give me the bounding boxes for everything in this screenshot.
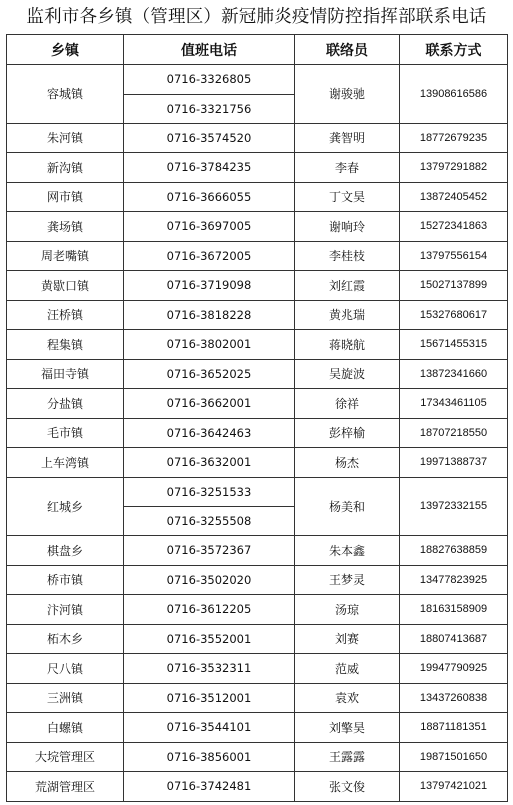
duty-phone-cell: 0716-3642463 [124,418,295,448]
mobile-cell: 13797421021 [400,772,508,802]
table-row [7,418,508,448]
mobile-cell: 18163158909 [400,595,508,625]
duty-phone-cell: 0716-3697005 [124,212,295,242]
duty-phone-cell: 0716-3532311 [124,654,295,684]
table-row [7,153,508,183]
table-row [7,683,508,713]
town-cell: 容城镇 [7,65,124,124]
table-row [7,595,508,625]
duty-phone-cell: 0716-3742481 [124,772,295,802]
contact-name-cell: 张文俊 [295,772,400,802]
mobile-cell: 19971388737 [400,448,508,478]
mobile-cell: 19947790925 [400,654,508,684]
contact-name-cell: 李桂枝 [295,241,400,271]
duty-phone-cell: 0716-3719098 [124,271,295,301]
duty-phone-cell: 0716-3856001 [124,742,295,772]
town-cell: 黄歇口镇 [7,271,124,301]
contact-name-cell: 黄兆瑞 [295,300,400,330]
contact-name-cell: 杨美和 [295,477,400,536]
duty-phone-cell: 0716-3552001 [124,624,295,654]
table-row [7,477,508,507]
mobile-cell: 15671455315 [400,330,508,360]
town-cell: 柘木乡 [7,624,124,654]
table-row [7,742,508,772]
town-cell: 周老嘴镇 [7,241,124,271]
table-row [7,182,508,212]
table-row [7,654,508,684]
table-row [7,123,508,153]
mobile-cell: 18707218550 [400,418,508,448]
town-cell: 程集镇 [7,330,124,360]
town-cell: 白螺镇 [7,713,124,743]
contact-name-cell: 王露露 [295,742,400,772]
mobile-cell: 18827638859 [400,536,508,566]
mobile-cell: 15027137899 [400,271,508,301]
contact-name-cell: 王梦灵 [295,565,400,595]
contact-name-cell: 徐祥 [295,389,400,419]
table-row [7,389,508,419]
contact-name-cell: 袁欢 [295,683,400,713]
contact-name-cell: 丁文昊 [295,182,400,212]
table-row [7,271,508,301]
town-cell: 荒湖管理区 [7,772,124,802]
town-cell: 三洲镇 [7,683,124,713]
town-cell: 龚场镇 [7,212,124,242]
mobile-cell: 19871501650 [400,742,508,772]
town-cell: 毛市镇 [7,418,124,448]
table-row [7,212,508,242]
mobile-cell: 13477823925 [400,565,508,595]
table-row [7,713,508,743]
duty-phone-cell: 0716-3652025 [124,359,295,389]
header-duty-phone: 值班电话 [124,35,295,65]
mobile-cell: 18772679235 [400,123,508,153]
duty-phone-cell: 0716-3572367 [124,536,295,566]
duty-phone-cell: 0716-3544101 [124,713,295,743]
page-title: 监利市各乡镇（管理区）新冠肺炎疫情防控指挥部联系电话 [26,7,487,27]
table-row [7,359,508,389]
contact-name-cell: 彭梓榆 [295,418,400,448]
contact-name-cell: 刘红霞 [295,271,400,301]
mobile-cell: 15327680617 [400,300,508,330]
table-row [7,448,508,478]
header-town: 乡镇 [7,35,124,65]
mobile-cell: 13797556154 [400,241,508,271]
mobile-cell: 18871181351 [400,713,508,743]
header-row [7,35,508,65]
table-row [7,300,508,330]
table-row [7,772,508,802]
table-row [7,65,508,95]
contact-name-cell: 吴旋波 [295,359,400,389]
contact-name-cell: 刘擎昊 [295,713,400,743]
mobile-cell: 13908616586 [400,65,508,124]
duty-phone-cell: 0716-3802001 [124,330,295,360]
contact-name-cell: 谢骏驰 [295,65,400,124]
header-contact: 联络员 [295,35,400,65]
town-cell: 上车湾镇 [7,448,124,478]
town-cell: 红城乡 [7,477,124,536]
mobile-cell: 13797291882 [400,153,508,183]
contact-name-cell: 蒋晓航 [295,330,400,360]
town-cell: 尺八镇 [7,654,124,684]
duty-phone-cell: 0716-3512001 [124,683,295,713]
table-row [7,241,508,271]
town-cell: 网市镇 [7,182,124,212]
header-mobile: 联系方式 [400,35,508,65]
town-cell: 朱河镇 [7,123,124,153]
mobile-cell: 18807413687 [400,624,508,654]
duty-phone-cell: 0716-3632001 [124,448,295,478]
duty-phone-cell: 0716-3255508 [124,507,295,536]
contact-name-cell: 杨杰 [295,448,400,478]
contact-name-cell: 龚智明 [295,123,400,153]
town-cell: 汴河镇 [7,595,124,625]
town-cell: 福田寺镇 [7,359,124,389]
contact-name-cell: 李春 [295,153,400,183]
contact-name-cell: 谢响玲 [295,212,400,242]
duty-phone-cell: 0716-3662001 [124,389,295,419]
duty-phone-cell: 0716-3672005 [124,241,295,271]
town-cell: 桥市镇 [7,565,124,595]
contact-name-cell: 汤琼 [295,595,400,625]
table-row [7,330,508,360]
duty-phone-cell: 0716-3502020 [124,565,295,595]
duty-phone-cell: 0716-3666055 [124,182,295,212]
mobile-cell: 13872405452 [400,182,508,212]
table-row [7,565,508,595]
contact-table [6,34,508,802]
town-cell: 汪桥镇 [7,300,124,330]
town-cell: 棋盘乡 [7,536,124,566]
duty-phone-cell: 0716-3818228 [124,300,295,330]
table-row [7,624,508,654]
mobile-cell: 13872341660 [400,359,508,389]
town-cell: 新沟镇 [7,153,124,183]
duty-phone-cell: 0716-3574520 [124,123,295,153]
table-row [7,536,508,566]
contact-name-cell: 朱本鑫 [295,536,400,566]
table-body [7,65,508,802]
town-cell: 分盐镇 [7,389,124,419]
contact-name-cell: 刘赛 [295,624,400,654]
duty-phone-cell: 0716-3784235 [124,153,295,183]
mobile-cell: 13437260838 [400,683,508,713]
mobile-cell: 15272341863 [400,212,508,242]
contact-name-cell: 范威 [295,654,400,684]
town-cell: 大垸管理区 [7,742,124,772]
duty-phone-cell: 0716-3321756 [124,94,295,123]
mobile-cell: 17343461105 [400,389,508,419]
duty-phone-cell: 0716-3612205 [124,595,295,625]
mobile-cell: 13972332155 [400,477,508,536]
duty-phone-cell: 0716-3326805 [124,65,295,95]
duty-phone-cell: 0716-3251533 [124,477,295,507]
